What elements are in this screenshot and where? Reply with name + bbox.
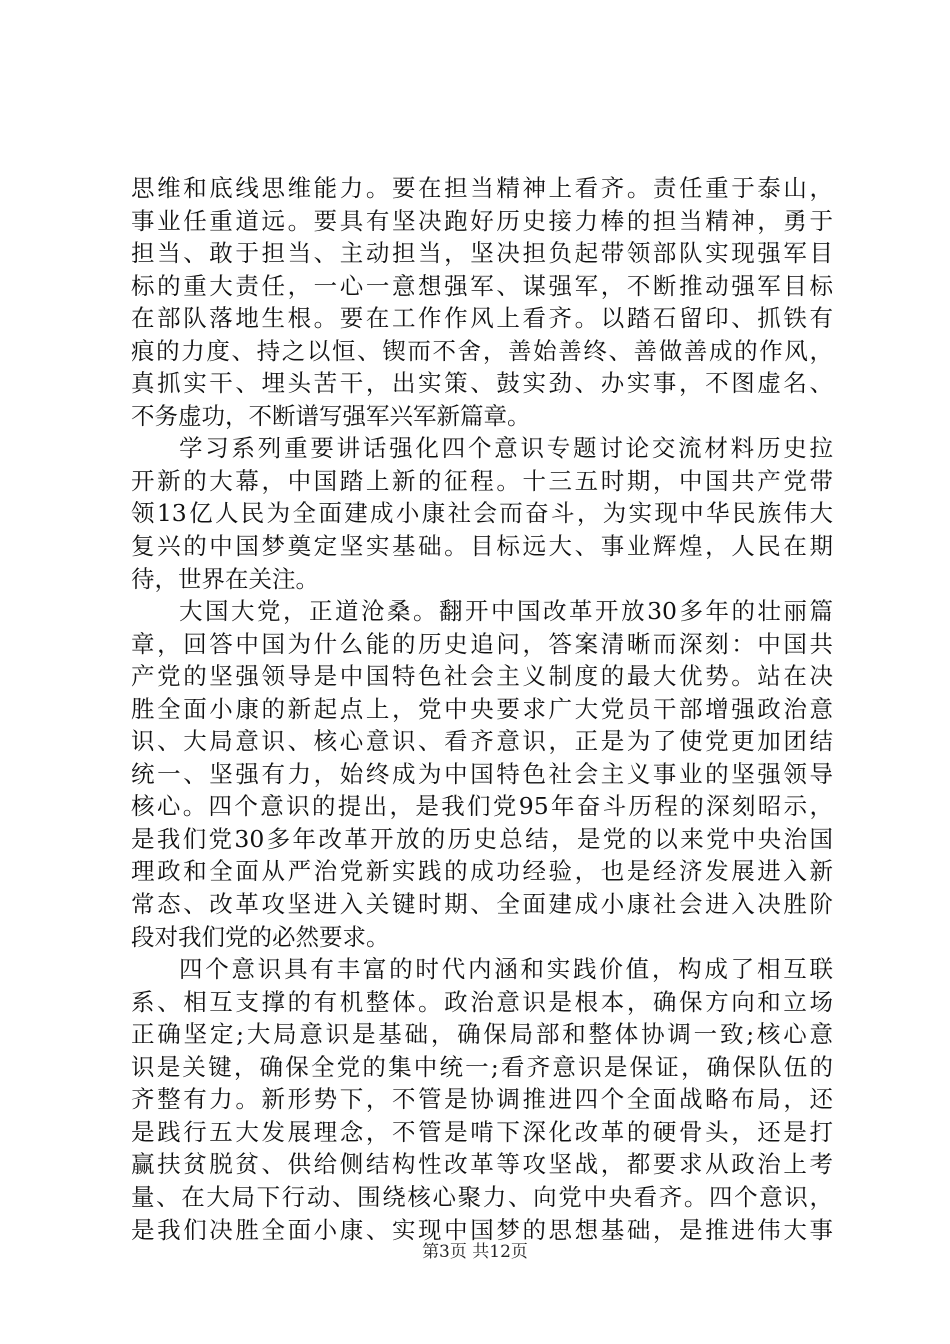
text-line: 章，回答中国为什么能的历史追问，答案清晰而深刻：中国共	[131, 629, 833, 658]
text-line: 产党的坚强领导是中国特色社会主义制度的最大优势。站在决	[131, 662, 833, 691]
paragraph	[131, 595, 833, 953]
text-line: 大国大党，正道沧桑。翻开中国改革开放30多年的壮丽篇	[179, 597, 833, 626]
text-line: 思维和底线思维能力。要在担当精神上看齐。责任重于泰山，	[131, 174, 833, 202]
text-line: 量、在大局下行动、围绕核心聚力、向党中央看齐。四个意识，	[131, 1182, 833, 1211]
text-line: 识是关键，确保全党的集中统一;看齐意识是保证，确保队伍的	[131, 1052, 833, 1081]
text-line: 领13亿人民为全面建成小康社会而奋斗，为实现中华民族伟大	[131, 499, 833, 528]
text-line: 统一、坚强有力，始终成为中国特色社会主义事业的坚强领导	[131, 759, 833, 788]
text-line: 真抓实干、埋头苦干，出实策、鼓实劲、办实事，不图虚名、	[131, 369, 833, 398]
paragraph	[131, 172, 833, 432]
text-line: 事业任重道远。要具有坚决跑好历史接力棒的担当精神，勇于	[131, 206, 833, 235]
text-line: 理政和全面从严治党新实践的成功经验，也是经济发展进入新	[131, 857, 833, 886]
text-line: 在部队落地生根。要在工作作风上看齐。以踏石留印、抓铁有	[131, 304, 833, 333]
page-number-footer: 第3页 共12页	[422, 1242, 528, 1262]
text-line: 复兴的中国梦奠定坚实基础。目标远大、事业辉煌，人民在期	[131, 532, 833, 561]
text-line: 系、相互支撑的有机整体。政治意识是根本，确保方向和立场	[131, 987, 833, 1016]
text-line: 担当、敢于担当、主动担当，坚决担负起带领部队实现强军目	[131, 239, 833, 268]
text-line: 赢扶贫脱贫、供给侧结构性改革等攻坚战，都要求从政治上考	[131, 1150, 833, 1179]
paragraph	[131, 432, 833, 595]
text-line: 标的重大责任，一心一意想强军、谋强军，不断推动强军目标	[131, 271, 833, 300]
text-line: 学习系列重要讲话强化四个意识专题讨论交流材料历史拉	[179, 434, 833, 463]
text-line: 四个意识具有丰富的时代内涵和实践价值，构成了相互联	[179, 955, 833, 984]
text-line: 是我们决胜全面小康、实现中国梦的思想基础，是推进伟大事	[131, 1215, 833, 1244]
text-line: 识、大局意识、核心意识、看齐意识，正是为了使党更加团结	[131, 727, 833, 756]
paragraph	[131, 953, 833, 1246]
text-line: 段对我们党的必然要求。	[131, 922, 390, 951]
text-line: 核心。四个意识的提出，是我们党95年奋斗历程的深刻昭示，	[131, 792, 833, 821]
text-line: 开新的大幕，中国踏上新的征程。十三五时期，中国共产党带	[131, 466, 833, 495]
text-line: 齐整有力。新形势下，不管是协调推进四个全面战略布局，还	[131, 1085, 833, 1114]
text-line: 不务虚功，不断谱写强军兴军新篇章。	[131, 401, 531, 430]
document-body	[131, 172, 833, 1246]
text-line: 待，世界在关注。	[131, 564, 319, 593]
text-line: 是践行五大发展理念，不管是啃下深化改革的硬骨头，还是打	[131, 1117, 833, 1146]
text-line: 正确坚定;大局意识是基础，确保局部和整体协调一致;核心意	[131, 1020, 833, 1049]
text-line: 痕的力度、持之以恒、锲而不舍，善始善终、善做善成的作风，	[131, 336, 833, 365]
text-line: 是我们党30多年改革开放的历史总结，是党的以来党中央治国	[131, 824, 833, 853]
text-line: 胜全面小康的新起点上，党中央要求广大党员干部增强政治意	[131, 694, 833, 723]
text-line: 常态、改革攻坚进入关键时期、全面建成小康社会进入决胜阶	[131, 890, 833, 919]
